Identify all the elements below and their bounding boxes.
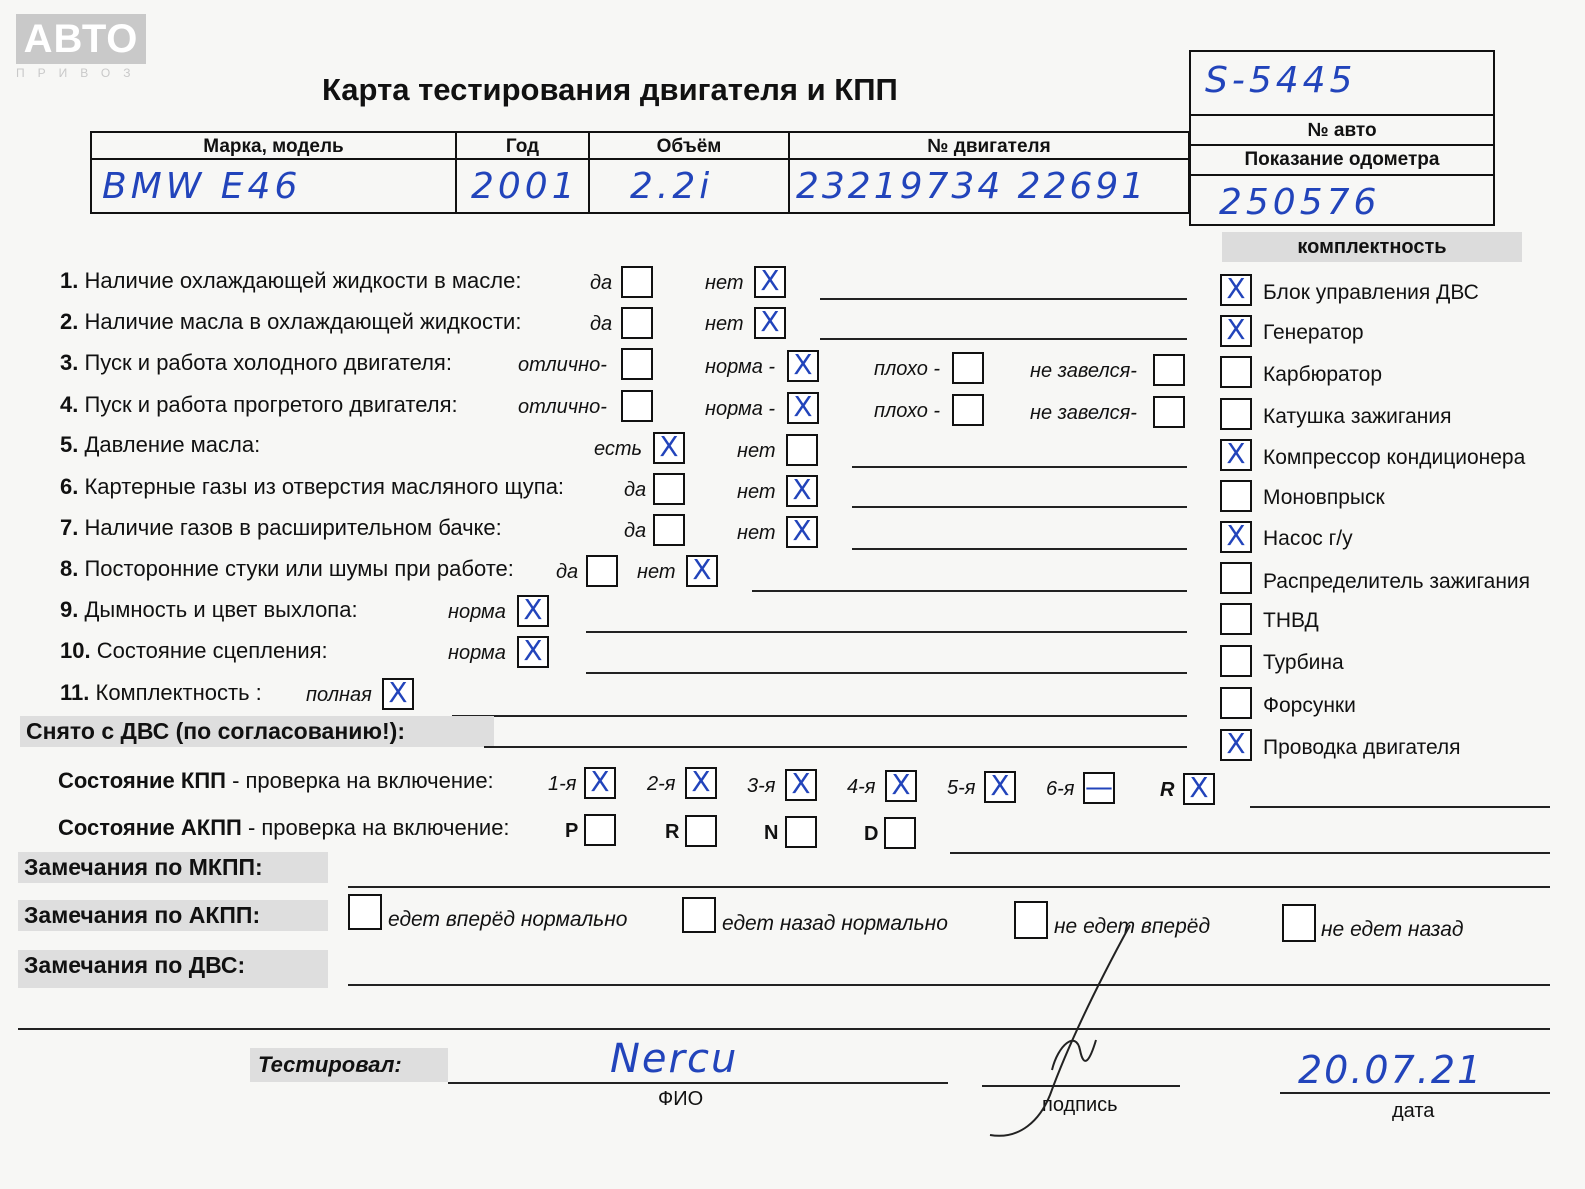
akpp-remark-option: едет вперёд нормально: [388, 908, 628, 931]
checkbox-checked[interactable]: X: [787, 350, 819, 382]
kit-checkbox[interactable]: [1220, 645, 1252, 677]
option-label: да: [624, 479, 647, 501]
kit-item: Проводка двигателя: [1263, 736, 1461, 759]
gear-label: 6-я: [1046, 778, 1075, 800]
question-row: 7. Наличие газов в расширительном бачке:: [60, 515, 502, 540]
kit-checkbox[interactable]: [1220, 687, 1252, 719]
option-label: норма: [448, 601, 506, 623]
checkbox[interactable]: [621, 348, 653, 380]
odometer-label: Показание одометра: [1191, 146, 1493, 176]
gear-label: R: [1160, 779, 1175, 801]
remarks-dvs-label: Замечания по ДВС:: [18, 950, 328, 988]
gear-label: 5-я: [947, 777, 976, 799]
question-row: 4. Пуск и работа прогретого двигателя:: [60, 392, 458, 417]
option-label: норма -: [705, 398, 776, 420]
kit-item: Карбюратор: [1263, 363, 1383, 386]
kit-item: Блок управления ДВС: [1263, 281, 1479, 304]
option-label: отлично-: [518, 396, 607, 418]
checkbox-checked[interactable]: X: [787, 392, 819, 424]
kit-checkbox[interactable]: [1220, 603, 1252, 635]
option-label: нет: [737, 481, 776, 503]
plate-label: № авто: [1191, 116, 1493, 146]
option-label: нет: [705, 313, 744, 335]
logo-text: АВТО: [16, 14, 146, 64]
akpp-remark-checkbox[interactable]: [348, 894, 382, 930]
checkbox-checked[interactable]: X: [786, 516, 818, 548]
option-label: плохо -: [874, 358, 941, 380]
kit-checkbox-checked[interactable]: X: [1220, 521, 1252, 553]
option-label: нет: [705, 272, 744, 294]
kit-checkbox-checked[interactable]: X: [1220, 439, 1252, 471]
note-line: [586, 631, 1187, 633]
option-label: да: [624, 520, 647, 542]
signature-label: подпись: [1042, 1094, 1118, 1116]
form-title: Карта тестирования двигателя и КПП: [322, 72, 898, 107]
akpp-gear-label: P: [565, 820, 579, 842]
note-line: [452, 715, 1187, 717]
checkbox-checked[interactable]: X: [517, 636, 549, 668]
option-label: да: [590, 272, 613, 294]
kit-item: Форсунки: [1263, 694, 1356, 717]
question-row: 8. Посторонние стуки или шумы при работе:: [60, 556, 514, 581]
question-row: 6. Картерные газы из отверстия масляного щупа:: [60, 474, 565, 499]
checkbox-checked[interactable]: X: [754, 307, 786, 339]
note-line: [852, 466, 1187, 468]
note-line: [752, 590, 1187, 592]
option-label: да: [590, 313, 613, 335]
kit-item: Распределитель зажигания: [1263, 570, 1531, 593]
kit-checkbox[interactable]: [1220, 562, 1252, 594]
akpp-remark-option: не едет вперёд: [1054, 915, 1211, 938]
question-row: 9. Дымность и цвет выхлопа:: [60, 597, 358, 622]
akpp-label: Состояние АКПП - проверка на включение:: [58, 815, 510, 840]
plate-odometer-box: [1189, 50, 1495, 226]
signature-image: [980, 920, 1160, 1150]
checkbox-checked[interactable]: X: [517, 595, 549, 627]
checkbox[interactable]: [1153, 396, 1185, 428]
fio-label: ФИО: [658, 1088, 704, 1110]
remarks-akpp-label: Замечания по АКПП:: [18, 900, 328, 931]
note-line: [852, 506, 1187, 508]
akpp-checkbox[interactable]: [884, 817, 916, 849]
kit-item: ТНВД: [1263, 609, 1319, 632]
header-label-volume: Объём: [589, 132, 789, 159]
kit-checkbox-checked[interactable]: X: [1220, 315, 1252, 347]
kit-item: Насос г/у: [1263, 527, 1353, 550]
option-label: не завелся-: [1030, 360, 1137, 382]
kit-title: комплектность: [1222, 232, 1522, 262]
fio-line: [448, 1082, 948, 1084]
question-row: 1. Наличие охлаждающей жидкости в масле:: [60, 268, 522, 293]
remarks-mkpp-label: Замечания по МКПП:: [18, 852, 328, 883]
note-line: [852, 548, 1187, 550]
gear-checkbox-checked[interactable]: X: [885, 770, 917, 802]
date-value: 20.07.21: [1298, 1048, 1484, 1092]
kit-checkbox[interactable]: [1220, 480, 1252, 512]
vehicle-header-table: [90, 131, 1190, 214]
header-label-year: Год: [456, 132, 589, 159]
option-label: не завелся-: [1030, 402, 1137, 424]
odometer-value: 250576: [1219, 182, 1381, 223]
plate-value: S-5445: [1205, 60, 1357, 101]
engine-number-value: 23219734 22691: [796, 165, 1148, 207]
kit-item: Моновпрыск: [1263, 486, 1385, 509]
option-label: да: [556, 561, 579, 583]
akpp-remark-checkbox[interactable]: [682, 897, 716, 933]
kit-checkbox[interactable]: [1220, 398, 1252, 430]
note-line: [348, 886, 1550, 888]
date-line: [1280, 1092, 1550, 1094]
gear-label: 3-я: [747, 775, 776, 797]
header-label-engine-number: № двигателя: [789, 132, 1189, 159]
akpp-remark-option: не едет назад: [1321, 918, 1464, 941]
kit-item: Генератор: [1263, 321, 1364, 344]
akpp-checkbox[interactable]: [685, 815, 717, 847]
note-line: [586, 672, 1187, 674]
checkbox[interactable]: [1153, 354, 1185, 386]
model-value: BMW E46: [102, 165, 302, 207]
question-row: 5. Давление масла:: [60, 432, 261, 457]
option-label: нет: [737, 522, 776, 544]
note-line: [820, 338, 1187, 340]
kit-checkbox-checked[interactable]: X: [1220, 729, 1252, 761]
checkbox-checked[interactable]: X: [686, 555, 718, 587]
checkbox-checked[interactable]: X: [653, 432, 685, 464]
checkbox[interactable]: [653, 514, 685, 546]
checkbox[interactable]: [952, 394, 984, 426]
kit-checkbox-checked[interactable]: X: [1220, 274, 1252, 306]
note-line: [18, 1028, 1550, 1030]
checkbox-checked[interactable]: X: [754, 266, 786, 298]
logo: [16, 14, 146, 80]
tested-label: Тестировал:: [250, 1048, 448, 1082]
note-line: [1250, 806, 1550, 808]
tester-name: Nercu: [610, 1036, 739, 1082]
gear-checkbox-checked[interactable]: X: [1183, 773, 1215, 805]
akpp-remark-option: едет назад нормально: [722, 912, 948, 935]
checkbox[interactable]: [621, 266, 653, 298]
note-line: [950, 852, 1550, 854]
checkbox-checked[interactable]: X: [382, 678, 414, 710]
gear-checkbox[interactable]: —: [1085, 770, 1113, 803]
question-row: 3. Пуск и работа холодного двигателя:: [60, 350, 452, 375]
kit-item: Катушка зажигания: [1263, 405, 1452, 428]
option-label: есть: [594, 438, 643, 460]
gear-checkbox-checked[interactable]: X: [685, 767, 717, 799]
checkbox[interactable]: [786, 434, 818, 466]
removed-label: Снято с ДВС (по согласованию!):: [20, 716, 494, 747]
akpp-checkbox[interactable]: [785, 816, 817, 848]
gear-label: 2-я: [647, 773, 676, 795]
akpp-remark-checkbox[interactable]: [1282, 904, 1316, 942]
checkbox[interactable]: [586, 555, 618, 587]
option-label: норма -: [705, 356, 776, 378]
kit-checkbox[interactable]: [1220, 356, 1252, 388]
akpp-gear-label: R: [665, 821, 680, 843]
header-label-model: Марка, модель: [91, 132, 456, 159]
gear-checkbox-checked[interactable]: X: [584, 767, 616, 799]
akpp-gear-label: D: [864, 823, 879, 845]
option-label: нет: [637, 561, 676, 583]
date-label: дата: [1392, 1100, 1435, 1122]
volume-value: 2.2i: [630, 165, 714, 207]
akpp-checkbox[interactable]: [584, 814, 616, 846]
option-label: плохо -: [874, 400, 941, 422]
checkbox-checked[interactable]: X: [786, 475, 818, 507]
option-label: отлично-: [518, 354, 607, 376]
kpp-label: Состояние КПП - проверка на включение:: [58, 768, 494, 793]
option-label: нет: [737, 440, 776, 462]
question-row: 11. Комплектность :: [60, 680, 262, 705]
gear-label: 1-я: [548, 773, 577, 795]
question-row: 2. Наличие масла в охлаждающей жидкости:: [60, 309, 522, 334]
note-line: [820, 298, 1187, 300]
note-line: [484, 746, 1187, 748]
checkbox[interactable]: [952, 352, 984, 384]
option-label: полная: [306, 684, 372, 706]
checkbox[interactable]: [621, 390, 653, 422]
logo-subtext: ПРИВОЗ: [16, 66, 144, 80]
kit-item: Компрессор кондиционера: [1263, 446, 1526, 469]
question-row: 10. Состояние сцепления:: [60, 638, 328, 663]
kit-item: Турбина: [1263, 651, 1344, 674]
option-label: норма: [448, 642, 506, 664]
gear-label: 4-я: [847, 776, 876, 798]
note-line: [348, 984, 1550, 986]
gear-checkbox-checked[interactable]: X: [984, 771, 1016, 803]
year-value: 2001: [471, 165, 579, 207]
akpp-gear-label: N: [764, 822, 779, 844]
checkbox[interactable]: [653, 473, 685, 505]
checkbox[interactable]: [621, 307, 653, 339]
gear-checkbox-checked[interactable]: X: [785, 769, 817, 801]
